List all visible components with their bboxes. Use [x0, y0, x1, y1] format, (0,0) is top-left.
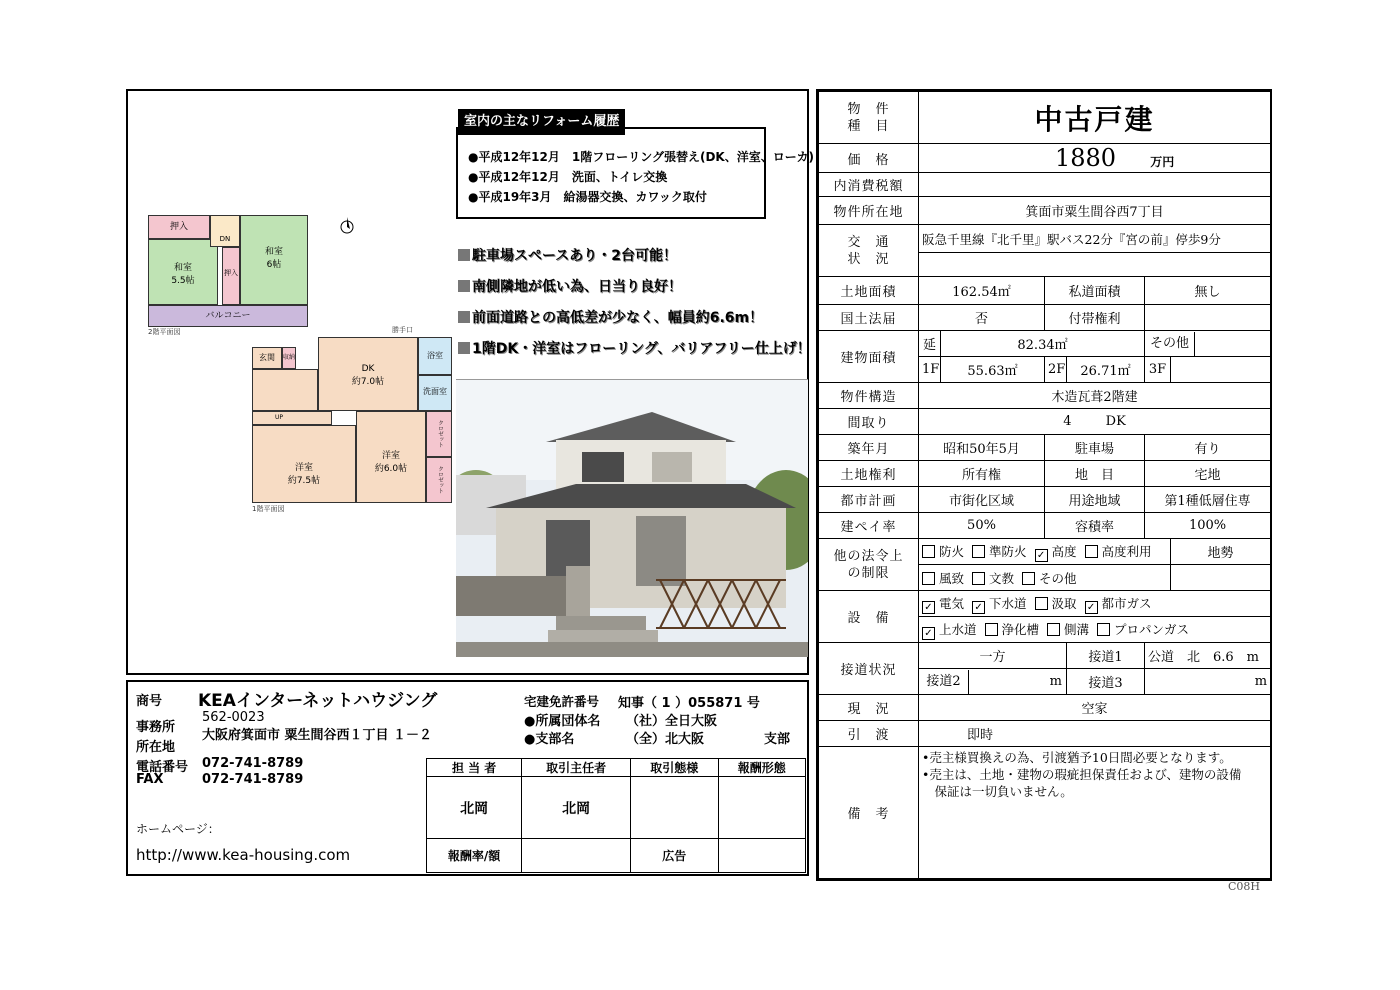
- staff-header: 報酬形態: [718, 759, 805, 777]
- other-cell: [1145, 331, 1271, 357]
- house-photo: [456, 379, 808, 657]
- category-value: 宅地: [1145, 461, 1271, 487]
- room-balcony: バルコニー: [148, 305, 308, 327]
- room-entrance: 玄関: [252, 347, 282, 369]
- restrict-label: 他の法令上 の制限: [819, 539, 919, 591]
- document-code: C08H: [1228, 880, 1261, 893]
- land-area-value: 162.54㎡: [919, 277, 1045, 305]
- restriction-option: [922, 542, 964, 560]
- road2-unit: m: [1049, 673, 1062, 689]
- checked-box-icon: ✓: [922, 627, 935, 640]
- staff-value: [631, 777, 718, 839]
- bcr-label: 建ペイ率: [819, 513, 919, 539]
- road2-cell: [919, 669, 1067, 695]
- zone-label: 用途地域: [1045, 487, 1145, 513]
- layout-label: 間取り: [819, 409, 919, 435]
- room-storage: 収納: [282, 347, 296, 369]
- restriction-option: [972, 542, 1027, 560]
- layout-value: [919, 409, 1271, 435]
- plan-value: 市街化区域: [919, 487, 1045, 513]
- built-label: 築年月: [819, 435, 919, 461]
- reform-item: ●平成12年12月 洗面、トイレ交換: [468, 170, 668, 184]
- checked-box-icon: ✓: [922, 601, 935, 614]
- floorplan-caption: 勝手口: [392, 326, 413, 334]
- status-value: 空家: [919, 695, 1271, 721]
- built-value: 昭和50年5月: [919, 435, 1045, 461]
- ad-label: 広告: [631, 839, 718, 873]
- restriction-option-label: 文教: [989, 570, 1015, 586]
- restriction-option: [1035, 542, 1077, 562]
- equipment-option-label: 上水道: [939, 621, 977, 637]
- restriction-option-label: 高度: [1051, 543, 1077, 559]
- far-label: 容積率: [1045, 513, 1145, 539]
- restrict-row: [919, 565, 1171, 591]
- office-address: 大阪府箕面市 粟生間谷西１丁目 １－２: [202, 728, 433, 743]
- remark-line: •売主様買換えの為、引渡猶予10日間必要となります。: [922, 750, 1232, 765]
- bullet-square-icon: [458, 311, 470, 323]
- room-closet: 押入: [222, 247, 240, 305]
- price-unit: 万円: [1150, 155, 1175, 169]
- floorplan-caption: 2階平面図: [148, 328, 181, 336]
- reform-item: ●平成19年3月 給湯器交換、カワック取付: [468, 190, 707, 204]
- floorplan-2f: [148, 215, 308, 335]
- fax-label: FAX: [136, 772, 164, 787]
- branch-label: ●支部名: [524, 732, 575, 747]
- unchecked-box-icon: [985, 623, 998, 636]
- staff-header: 取引態様: [631, 759, 718, 777]
- homepage-link[interactable]: http://www.kea-housing.com: [136, 846, 351, 864]
- f1-value: 55.63㎡: [941, 357, 1045, 383]
- bullet-square-icon: [458, 249, 470, 261]
- branch-name: （全）北大阪: [626, 732, 705, 747]
- right-value: 所有権: [919, 461, 1045, 487]
- equipment-option-label: プロパンガス: [1114, 621, 1190, 637]
- selling-point: 南側隣地が低い為、日当り良好！: [458, 272, 810, 303]
- room-yoshitsu: 洋室 約7.5帖: [252, 425, 356, 503]
- parking-value: 有り: [1145, 435, 1271, 461]
- equip-row: [919, 617, 1271, 643]
- bullet-square-icon: [458, 342, 470, 354]
- private-road-label: 私道面積: [1045, 277, 1145, 305]
- traffic-label: 交 通 状 況: [819, 225, 919, 277]
- fee-value: [522, 839, 631, 873]
- branch-suffix: 支部: [764, 732, 791, 747]
- restriction-option-label: 高度利用: [1101, 543, 1152, 559]
- total-value: 82.34㎡: [941, 331, 1145, 357]
- unchecked-box-icon: [1022, 572, 1035, 585]
- bcr-value: 50%: [919, 513, 1045, 539]
- equipment-option: [972, 594, 1027, 614]
- room-closet: クロゼット: [426, 411, 452, 457]
- equipment-option-label: 下水道: [989, 595, 1027, 611]
- room-yoshitsu: 洋室 約6.0帖: [356, 411, 426, 503]
- traffic-extra: [919, 253, 1271, 277]
- road-label: 接道状況: [819, 643, 919, 695]
- room-corridor: [252, 369, 318, 411]
- equipment-option: [1085, 594, 1152, 614]
- private-road-value: 無し: [1145, 277, 1271, 305]
- license-number: 知事（ 1 ）055871 号: [618, 696, 760, 711]
- equipment-option: [1047, 620, 1089, 638]
- property-type: 中古戸建: [919, 92, 1271, 144]
- terrain-label: 地勢: [1171, 539, 1271, 565]
- restriction-option-label: 風致: [939, 570, 965, 586]
- category-label: 地 目: [1045, 461, 1145, 487]
- tel-number: 072-741-8789: [202, 756, 304, 771]
- attached-label: 付帯権利: [1045, 305, 1145, 331]
- nlaw-label: 国土法届: [819, 305, 919, 331]
- staff-header: 担 当 者: [427, 759, 522, 777]
- staff-value: 北岡: [427, 777, 522, 839]
- floorplan-1f: [252, 326, 452, 513]
- layout-number: 4: [1063, 414, 1072, 429]
- room-washitsu: 和室 6帖: [240, 215, 308, 305]
- room-bath: 浴室: [418, 337, 452, 375]
- unchecked-box-icon: [1035, 597, 1048, 610]
- checked-box-icon: ✓: [972, 601, 985, 614]
- far-value: 100%: [1145, 513, 1271, 539]
- attached-value: [1145, 305, 1271, 331]
- nlaw-value: 否: [919, 305, 1045, 331]
- tax-value: [919, 173, 1271, 197]
- office-label: 所在地: [136, 740, 176, 755]
- property-spec-table: [818, 91, 1271, 879]
- layout-type: DK: [1105, 414, 1126, 429]
- restrict-row: [919, 539, 1171, 565]
- f2-label: 2F: [1045, 357, 1067, 383]
- floorplan-caption: 1階平面図: [252, 505, 285, 513]
- total-label: 延: [919, 331, 941, 357]
- road3-unit: m: [1145, 669, 1271, 695]
- equipment-option: [1097, 620, 1189, 638]
- restriction-option-label: 準防火: [989, 543, 1027, 559]
- unchecked-box-icon: [922, 545, 935, 558]
- reform-item: ●平成12年12月 1階フローリング張替え(DK、洋室、ローカ): [468, 150, 814, 164]
- org-name: （社）全日大阪: [626, 714, 718, 729]
- restriction-option: [972, 569, 1014, 587]
- remarks-label: 備 考: [819, 747, 919, 879]
- equip-label: 設 備: [819, 591, 919, 643]
- remarks-value: [919, 747, 1271, 879]
- restriction-option: [1085, 542, 1152, 560]
- tax-label: 内消費税額: [819, 173, 919, 197]
- room-closet: クロゼット: [426, 457, 452, 503]
- equipment-option-label: 汲取: [1051, 595, 1077, 611]
- north-arrow-icon: [338, 215, 356, 237]
- selling-point: 駐車場スペースあり・2台可能！: [458, 241, 810, 272]
- type-label: 物 件 種 目: [819, 92, 919, 144]
- road1-value: 公道 北 6.6 m: [1145, 643, 1271, 669]
- road1-label: 接道1: [1067, 643, 1145, 669]
- equipment-option: [985, 620, 1040, 638]
- unchecked-box-icon: [1097, 623, 1110, 636]
- bullet-square-icon: [458, 280, 470, 292]
- room-dk: DK 約7.0帖: [318, 337, 418, 411]
- right-label: 土地権利: [819, 461, 919, 487]
- road-type: 一方: [919, 643, 1067, 669]
- staff-value: [718, 777, 805, 839]
- road2-label: 接道2: [919, 670, 969, 694]
- org-label: ●所属団体名: [524, 714, 601, 729]
- bldg-area-label: 建物面積: [819, 331, 919, 383]
- tel-label: 電話番号: [136, 760, 189, 775]
- room-washitsu: 和室 5.5帖: [148, 239, 218, 305]
- traffic-value: 阪急千里線『北千里』駅バス22分『宮の前』停歩9分: [919, 225, 1271, 253]
- location-value: 箕面市粟生間谷西7丁目: [919, 197, 1271, 225]
- terrain-value: [1171, 565, 1271, 591]
- reform-history-list: [468, 147, 814, 207]
- structure-label: 物件構造: [819, 383, 919, 409]
- staff-value: 北岡: [522, 777, 631, 839]
- f3-label: 3F: [1145, 357, 1171, 383]
- zone-value: 第1種低層住専: [1145, 487, 1271, 513]
- plan-label: 都市計画: [819, 487, 919, 513]
- restriction-option: [922, 569, 964, 587]
- staff-table: [426, 758, 806, 873]
- ad-value: [718, 839, 805, 873]
- f2-value: 26.71㎡: [1067, 357, 1145, 383]
- other-label: その他: [1145, 332, 1195, 356]
- remark-line: 保証は一切負いません。: [922, 784, 1073, 799]
- structure-value: 木造瓦葺2階建: [919, 383, 1271, 409]
- property-visual-panel: [126, 89, 814, 675]
- equipment-option: [922, 620, 977, 640]
- selling-points: [458, 241, 810, 365]
- company-name-label: 商号: [136, 694, 163, 709]
- price-label: 価 格: [819, 144, 919, 173]
- selling-point: 前面道路との高低差が少なく、幅員約6.6m！: [458, 303, 810, 334]
- restriction-option: [1022, 569, 1077, 587]
- handover-label: 引 渡: [819, 721, 919, 747]
- equip-row: [919, 591, 1271, 617]
- room-stairs: DN: [210, 215, 240, 247]
- handover-value: 即時: [919, 721, 1271, 747]
- unchecked-box-icon: [972, 545, 985, 558]
- property-spec-panel: [816, 89, 1272, 881]
- unchecked-box-icon: [1047, 623, 1060, 636]
- equipment-option-label: 電気: [939, 595, 965, 611]
- office-label: 事務所: [136, 720, 176, 735]
- staff-header: 取引主任者: [522, 759, 631, 777]
- price-cell: [919, 144, 1271, 173]
- location-label: 物件所在地: [819, 197, 919, 225]
- license-label: 宅建免許番号: [524, 694, 600, 709]
- room-hall: UP: [252, 411, 332, 425]
- equipment-option-label: 都市ガス: [1101, 595, 1152, 611]
- zip-code: 562-0023: [202, 710, 265, 725]
- unchecked-box-icon: [1085, 545, 1098, 558]
- room-washroom: 洗面室: [418, 375, 452, 411]
- f1-label: 1F: [919, 357, 941, 383]
- restriction-option-label: 防火: [939, 543, 965, 559]
- status-label: 現 況: [819, 695, 919, 721]
- checked-box-icon: ✓: [1085, 601, 1098, 614]
- equipment-option: [1035, 594, 1077, 612]
- equipment-option-label: 浄化槽: [1001, 621, 1040, 637]
- equipment-option: [922, 594, 964, 614]
- selling-point: 1階DK・洋室はフローリング、バリアフリー仕上げ！: [458, 334, 810, 365]
- room-closet: 押入: [148, 215, 210, 239]
- remark-line: •売主は、土地・建物の瑕疵担保責任および、建物の設備: [922, 767, 1242, 782]
- land-area-label: 土地面積: [819, 277, 919, 305]
- fax-number: 072-741-8789: [202, 772, 304, 787]
- road3-label: 接道3: [1067, 669, 1145, 695]
- checked-box-icon: ✓: [1035, 549, 1048, 562]
- reform-history-title: 室内の主なリフォーム履歴: [458, 109, 625, 135]
- fee-label: 報酬率/額: [427, 839, 522, 873]
- company-name: KEAインターネットハウジング: [198, 691, 438, 711]
- company-info-box: [126, 680, 809, 876]
- f3-value: [1171, 357, 1271, 383]
- restriction-option-label: その他: [1039, 570, 1077, 586]
- parking-label: 駐車場: [1045, 435, 1145, 461]
- homepage-label: ホームページ：: [136, 822, 220, 836]
- price-value: 1880: [1055, 144, 1117, 172]
- unchecked-box-icon: [922, 572, 935, 585]
- equipment-option-label: 側溝: [1064, 621, 1090, 637]
- unchecked-box-icon: [972, 572, 985, 585]
